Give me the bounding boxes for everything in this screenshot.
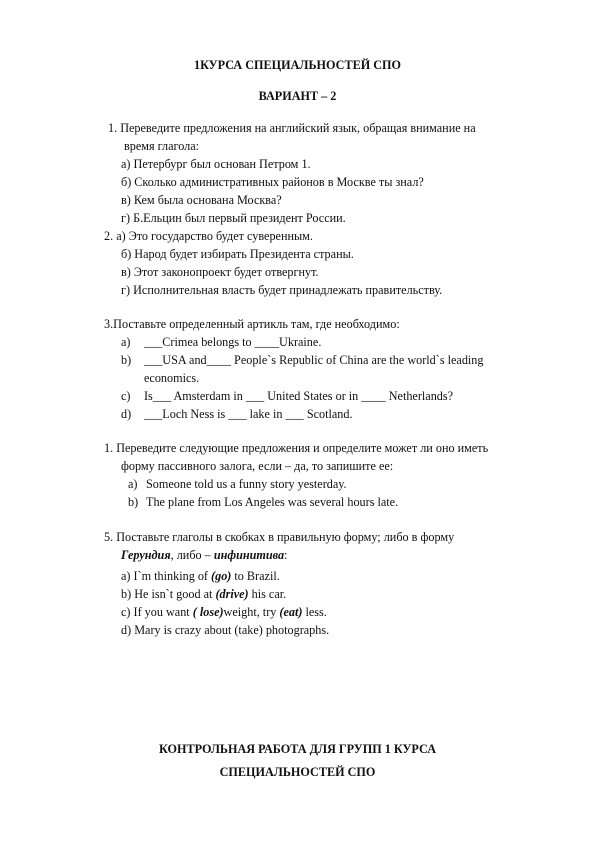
task3-item-letter-d: d): [121, 407, 132, 421]
item-text: weight, try: [223, 605, 280, 619]
task5-item-b: [121, 587, 286, 602]
verb: (go): [211, 569, 232, 583]
task3-item-b: ___USA and____ People`s Republic of China are the world`s leading: [144, 353, 484, 367]
task3-item-letter-c: c): [121, 389, 131, 403]
sub-mid: , либо –: [170, 548, 214, 562]
task3-item-a: ___Crimea belongs to ____Ukraine.: [144, 335, 322, 349]
page-title: 1КУРСА СПЕЦИАЛЬНОСТЕЙ СПО: [193, 58, 402, 72]
task5-item-a: [121, 569, 280, 584]
task1-item-c: в) Кем была основана Москва?: [121, 193, 282, 207]
verb: (eat): [279, 605, 303, 619]
task2-item-d: г) Исполнительная власть будет принадлежать правительству.: [121, 283, 443, 297]
task2-item-b: б) Народ будет избирать Президента страны.: [121, 247, 354, 261]
task3-item-d: ___Loch Ness is ___ lake in ___ Scotland.: [144, 407, 353, 421]
item-text: a) I`m thinking of: [121, 569, 212, 583]
task4-item-letter-b: b): [128, 495, 139, 509]
gerund-label: Герундия: [121, 548, 171, 562]
task2-item-a: 2. а) Это государство будет суверенным.: [104, 229, 313, 243]
item-text: c) If you want: [121, 605, 193, 619]
task1-line1: 1. Переведите предложения на английский язык, обращая внимание на: [108, 121, 476, 135]
footer-title-line1: КОНТРОЛЬНАЯ РАБОТА ДЛЯ ГРУПП 1 КУРСА: [158, 742, 437, 756]
task4-item-letter-a: a): [128, 477, 138, 491]
task1-item-d: г) Б.Ельцин был первый президент России.: [121, 211, 346, 225]
task3-item-letter-a: a): [121, 335, 131, 349]
task3-heading: 3.Поставьте определенный артикль там, где необходимо:: [104, 317, 400, 331]
footer-title-line2: СПЕЦИАЛЬНОСТЕЙ СПО: [219, 765, 376, 779]
task1-line2: время глагола:: [124, 139, 199, 153]
task1-item-b: б) Сколько административных районов в Москве ты знал?: [121, 175, 424, 189]
item-text: his car.: [248, 587, 287, 601]
task4-item-a: Someone told us a funny story yesterday.: [146, 477, 347, 491]
task4-line1: 1. Переведите следующие предложения и определите может ли оно иметь: [104, 441, 489, 455]
verb: ( lose): [192, 605, 224, 619]
task1-item-a: а) Петербург был основан Петром 1.: [121, 157, 311, 171]
item-text: less.: [302, 605, 327, 619]
sub-end: :: [284, 548, 288, 562]
task5-heading: 5. Поставьте глаголы в скобках в правильную форму; либо в форму: [104, 530, 455, 544]
item-text: to Brazil.: [231, 569, 280, 583]
task5-subheading: [121, 548, 288, 563]
task4-line2: форму пассивного залога, если – да, то запишите ее:: [121, 459, 394, 473]
task3-item-letter-b: b): [121, 353, 132, 367]
task2-item-c: в) Этот законопроект будет отвергнут.: [121, 265, 319, 279]
infinitive-label: инфинитива: [213, 548, 285, 562]
item-text: d) Mary is crazy about (take) photographs.: [121, 623, 330, 637]
item-text: b) He isn`t good at: [121, 587, 216, 601]
task3-item-c: Is___ Amsterdam in ___ United States or in ____ Netherlands?: [144, 389, 454, 403]
task3-item-b-cont: economics.: [144, 371, 200, 385]
task5-item-c: [121, 605, 327, 620]
variant-heading: ВАРИАНТ – 2: [258, 89, 337, 103]
verb: (drive): [215, 587, 249, 601]
task5-item-d: [121, 623, 329, 638]
task4-item-b: The plane from Los Angeles was several hours late.: [146, 495, 399, 509]
